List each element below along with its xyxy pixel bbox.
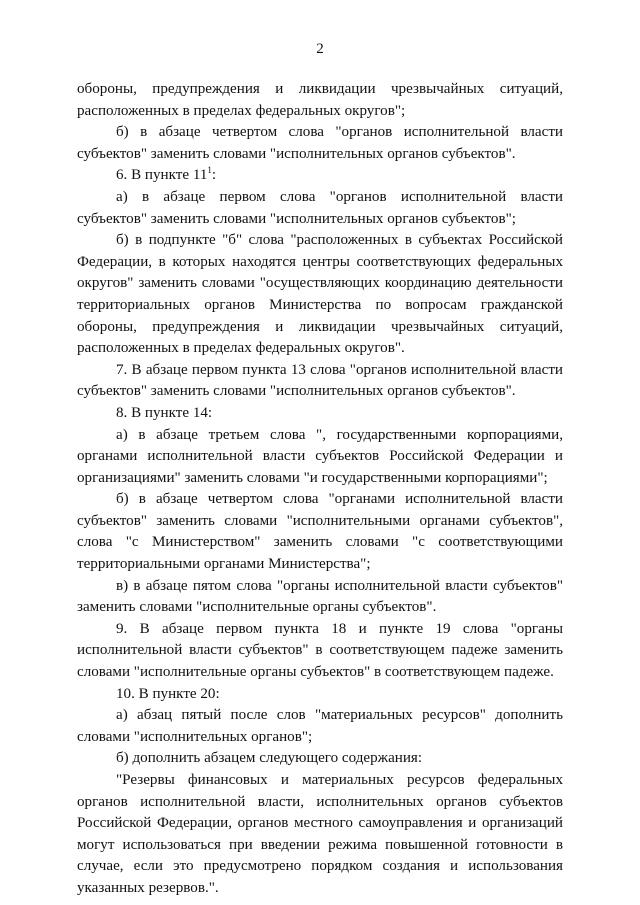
paragraph: в) в абзаце пятом слова "органы исполнительной власти субъектов" заменить словами "исполнительные органы субъектов".	[77, 577, 563, 616]
paragraph: 9. В абзаце первом пункта 18 и пункте 19 слова "органы исполнительной власти субъектов" в соответствующем падеже заменить словами "исполнительные органы субъектов" в соответствующем падеже.	[77, 620, 563, 681]
paragraph: а) в абзаце первом слова "органов исполнительной власти субъектов" заменить словами "исполнительных органов субъектов";	[77, 188, 563, 227]
paragraph: "Резервы финансовых и материальных ресурсов федеральных органов исполнительной власти, исполнительных органов субъектов Российской Федерации, органов местного самоуправления и организаций могут использоваться при введении режима повышенной готовности в случае, если это предусмотрено порядком создания и использования указанных резервов.".	[77, 772, 563, 896]
paragraph: б) дополнить абзацем следующего содержания:	[116, 750, 423, 767]
paragraph: а) абзац пятый после слов "материальных ресурсов" дополнить словами "исполнительных органов";	[77, 707, 563, 745]
paragraph: 10. В пункте 20:	[116, 685, 220, 702]
paragraph: б) в подпункте "б" слова "расположенных в субъектах Российской Федерации, в которых находятся центры соответствующих федеральных округов" заменить словами "осуществляющих координацию деятельности территориальных органов Министерства по вопросам гражданской обороны, предупреждения и ликвидации чрезвычайных ситуаций, расположенных в пределах федеральных округов".	[77, 232, 563, 357]
paragraph: б) в абзаце четвертом слова "органами исполнительной власти субъектов" заменить словами "исполнительными органами субъектов", слова "с Министерством" заменить словами "с соответствующими территориальными органами Министерства";	[77, 491, 563, 573]
paragraph: 8. В пункте 14:	[116, 404, 213, 421]
document-body	[77, 79, 563, 900]
paragraph: 7. В абзаце первом пункта 13 слова "органов исполнительной власти субъектов" заменить словами "исполнительных органов субъектов".	[77, 361, 563, 400]
paragraph: обороны, предупреждения и ликвидации чрезвычайных ситуаций, расположенных в пределах федеральных округов";	[77, 81, 563, 119]
paragraph: 6. В пункте $11^1$:	[116, 165, 217, 184]
paragraph: а) в абзаце третьем слова ", государственными корпорациями, органами исполнительной власти субъектов Российской Федерации и организациями" заменить словами "и государственными корпорациями";	[77, 426, 563, 486]
superscript: 1	[207, 165, 212, 176]
page-number: 2	[316, 41, 324, 57]
paragraph: б) в абзаце четвертом слова "органов исполнительной власти субъектов" заменить словами "исполнительных органов субъектов".	[77, 124, 563, 162]
